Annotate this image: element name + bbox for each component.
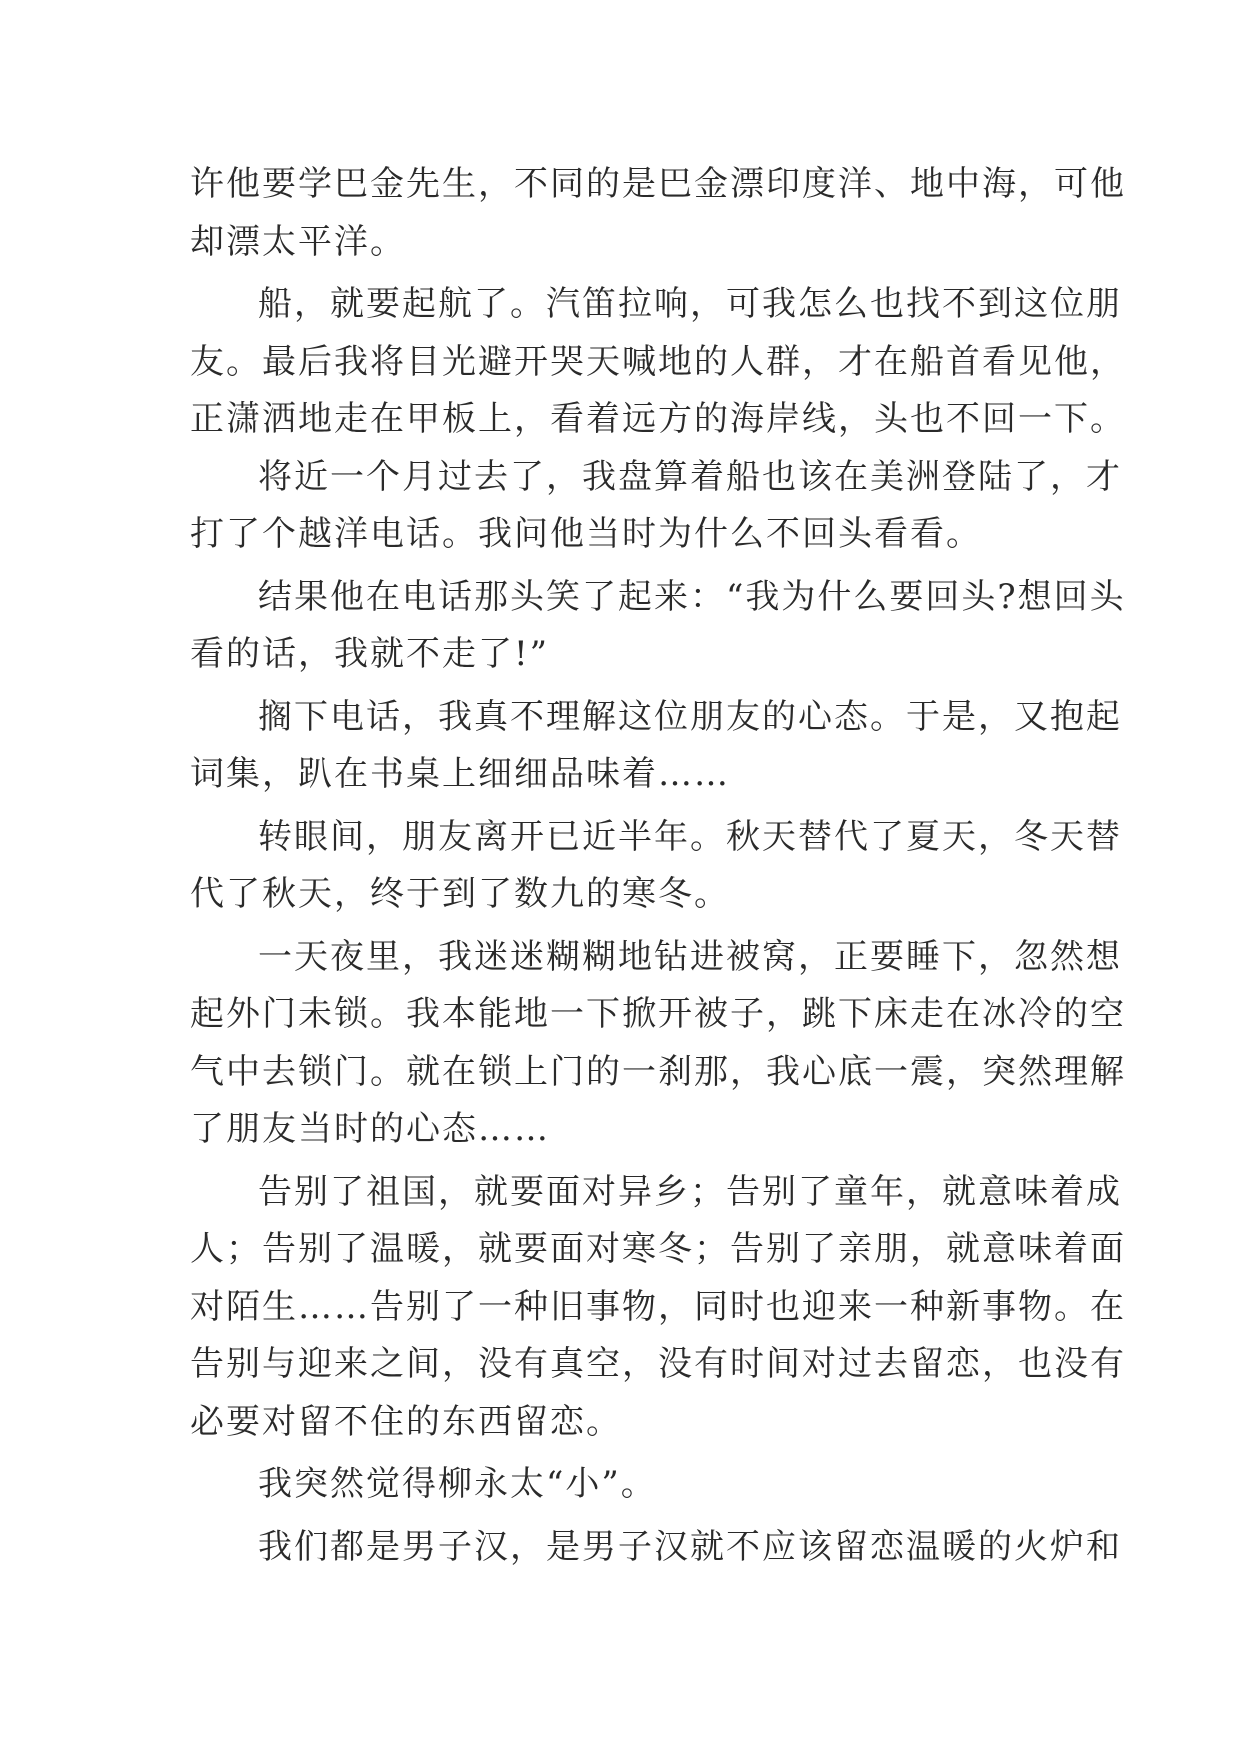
paragraph	[190, 449, 1122, 564]
text-line: 结果他在电话那头笑了起来：“我为什么要回头?想回头	[258, 576, 1126, 617]
text-line: 告别了祖国，就要面对异乡；告别了童年，就意味着成	[258, 1171, 1122, 1212]
article-body	[190, 156, 1126, 1576]
text-line: 将近一个月过去了，我盘算着船也该在美洲登陆了，才	[258, 456, 1122, 497]
text-line: 转眼间，朋友离开已近半年。秋天替代了夏天，冬天替	[258, 816, 1122, 857]
paragraph	[190, 1519, 1122, 1577]
text-line: 友。最后我将目光避开哭天喊地的人群，才在船首看见他，	[190, 341, 1126, 382]
text-line: 代了秋天，终于到了数九的寒冬。	[190, 874, 730, 914]
text-line: 我们都是男子汉，是男子汉就不应该留恋温暖的火炉和	[258, 1526, 1122, 1567]
text-line: 对陌生……告别了一种旧事物，同时也迎来一种新事物。在	[190, 1286, 1126, 1327]
text-line: 正潇洒地走在甲板上，看着远方的海岸线，头也不回一下。	[190, 399, 1126, 439]
paragraph	[190, 1456, 1058, 1514]
paragraph	[190, 569, 1126, 684]
text-line: 告别与迎来之间，没有真空，没有时间对过去留恋，也没有	[190, 1344, 1126, 1384]
text-line: 看的话，我就不走了!”	[190, 634, 550, 674]
text-line: 许他要学巴金先生，不同的是巴金漂印度洋、地中海，可他	[190, 164, 1126, 204]
text-line: 了朋友当时的心态……	[190, 1109, 550, 1149]
text-line: 必要对留不住的东西留恋。	[190, 1401, 622, 1442]
paragraph	[190, 689, 1122, 804]
text-line: 我突然觉得柳永太“小”。	[258, 1464, 657, 1504]
paragraph	[190, 809, 1122, 924]
text-line: 船，就要起航了。汽笛拉响，可我怎么也找不到这位朋	[258, 284, 1122, 324]
text-line: 人；告别了温暖，就要面对寒冬；告别了亲朋，就意味着面	[190, 1229, 1126, 1269]
text-line: 一天夜里，我迷迷糊糊地钻进被窝，正要睡下，忽然想	[258, 936, 1122, 977]
text-line: 起外门未锁。我本能地一下掀开被子，跳下床走在冰冷的空	[190, 994, 1126, 1034]
text-line: 打了个越洋电话。我问他当时为什么不回头看看。	[190, 514, 982, 554]
paragraph	[190, 929, 1126, 1159]
text-line: 搁下电话，我真不理解这位朋友的心态。于是，又抱起	[258, 696, 1122, 737]
paragraph	[190, 1164, 1126, 1452]
paragraph	[190, 156, 1126, 271]
text-line: 词集，趴在书桌上细细品味着……	[190, 754, 730, 794]
text-line: 却漂太平洋。	[190, 221, 406, 262]
paragraph	[190, 276, 1126, 449]
text-line: 气中去锁门。就在锁上门的一刹那，我心底一震，突然理解	[190, 1051, 1126, 1092]
